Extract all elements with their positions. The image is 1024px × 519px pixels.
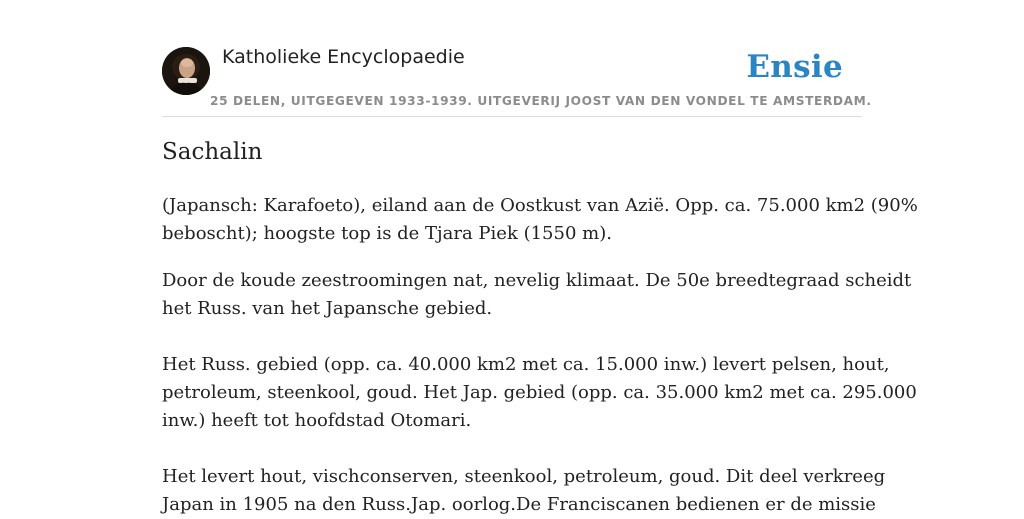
entry-paragraph [162, 192, 918, 248]
source-subtitle: 25 DELEN, UITGEGEVEN 1933-1939. UITGEVERIJ JOOST VAN DEN VONDEL TE AMSTERDAM. [210, 94, 872, 108]
source-header [162, 0, 872, 117]
entry-paragraph [162, 463, 886, 519]
source-title[interactable]: Katholieke Encyclopaedie [222, 46, 465, 68]
page-container [162, 0, 918, 515]
paragraph-line: het Russ. van het Japansche gebied. [162, 298, 493, 319]
paragraph-line: Het levert hout, vischconserven, steenkool, petroleum, goud. Dit deel verkreeg [162, 466, 886, 487]
paragraph-line: inw.) heeft tot hoofdstad Otomari. [162, 410, 472, 431]
ensie-logo-link[interactable]: Ensie [746, 49, 843, 85]
entry-paragraph [162, 351, 917, 435]
paragraph-line: petroleum, steenkool, goud. Het Jap. gebied (opp. ca. 35.000 km2 met ca. 295.000 [162, 382, 917, 403]
entry-title: Sachalin [162, 139, 263, 165]
paragraph-line: Door de koude zeestroomingen nat, nevelig klimaat. De 50e breedtegraad scheidt [162, 270, 912, 291]
source-avatar[interactable] [162, 47, 210, 95]
paragraph-line: Het Russ. gebied (opp. ca. 40.000 km2 met ca. 15.000 inw.) levert pelsen, hout, [162, 354, 890, 375]
paragraph-line: bebosсht); hoogste top is de Tjara Piek (1550 m). [162, 223, 612, 244]
paragraph-line: Japan in 1905 na den Russ.Jap. oorlog.De Franciscanen bedienen er de missie [162, 494, 876, 515]
entry-paragraph [162, 267, 912, 323]
paragraph-line: (Japansch: Karafoeto), eiland aan de Oostkust van Azië. Opp. ca. 75.000 km2 (90% [162, 195, 918, 216]
portrait-image [162, 47, 210, 95]
